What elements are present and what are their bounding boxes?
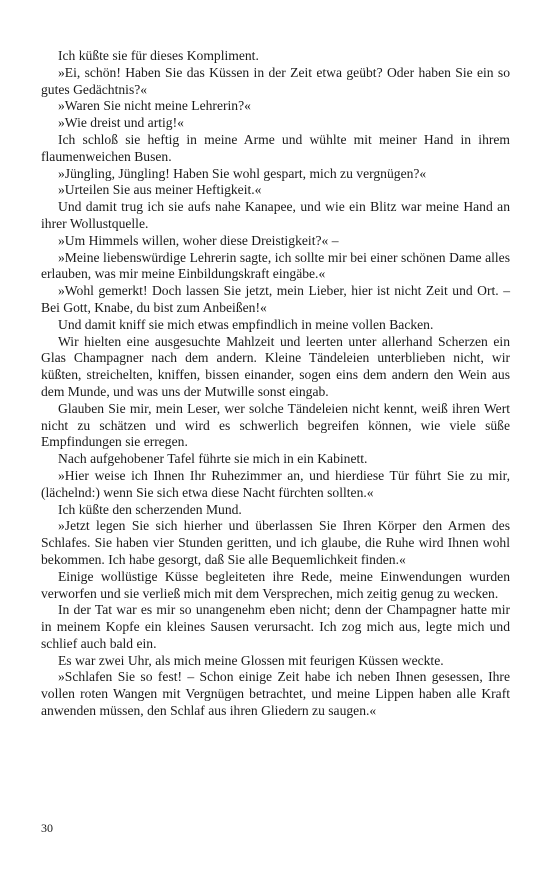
paragraph: »Meine liebenswürdige Lehrerin sagte, ich sollte mir bei einer schönen Dame alles erlauben, was mir meine Einbildungskraft eingäbe.« [41, 249, 510, 282]
paragraph: »Wie dreist und artig!« [58, 115, 184, 131]
paragraph: Ich küßte sie für dieses Kompliment. [58, 48, 259, 63]
paragraph: »Waren Sie nicht meine Lehrerin?« [58, 98, 251, 114]
paragraph: »Hier weise ich Ihnen Ihr Ruhezimmer an, und hierdiese Tür führt Sie zu mir, (lächelnd:) wenn Sie sich etwa diese Nacht fürchten sollten.« [41, 467, 510, 500]
paragraph: Ich schloß sie heftig in meine Arme und wühlte mit meiner Hand in ihrem flaumenweichen Busen. [41, 131, 510, 164]
paragraph: Nach aufgehobener Tafel führte sie mich in ein Kabinett. [58, 451, 368, 467]
paragraph: »Wohl gemerkt! Doch lassen Sie jetzt, mein Lieber, hier ist nicht Zeit und Ort. – Bei Gott, Knabe, du bist zum Anbeißen!« [41, 283, 510, 315]
paragraph: Einige wollüstige Küsse begleiteten ihre Rede, meine Einwendungen wurden verworfen und sie verließ mich mit dem Versprechen, mich zeitig genug zu wecken. [41, 568, 510, 601]
paragraph: Wir hielten eine ausgesuchte Mahlzeit und leerten unter allerhand Scherzen ein Glas Champagner nach dem andern. Kleine Tändeleien unterblieben nicht, wir küßten, streichelten, kniffen, bissen einander, sogen eins dem andern den Wein aus dem Munde, und was uns der Mutwille sonst eingab. [41, 333, 510, 399]
paragraph: »Urteilen Sie aus meiner Heftigkeit.« [58, 182, 262, 198]
paragraph: »Ei, schön! Haben Sie das Küssen in der Zeit etwa geübt? Oder haben Sie ein so gutes Gedächtnis?« [41, 64, 510, 97]
paragraph: »Jetzt legen Sie sich hierher und überlassen Sie Ihren Körper den Armen des Schlafes. Sie haben vier Stunden geritten, und ich glaube, die Ruhe wird Ihnen wohl bekommen. Ich habe gesorgt, daß Sie alle Bequemlichkeit finden.« [41, 518, 510, 567]
paragraph: »Schlafen Sie so fest! – Schon einige Zeit habe ich neben Ihnen gesessen, Ihre vollen roten Wangen mit Vergnügen betrachtet, und meine Lippen haben alle Kraft anwenden müssen, den Schlaf aus ihren Gliedern zu saugen.« [41, 669, 510, 719]
paragraph: Es war zwei Uhr, als mich meine Glossen mit feurigen Küssen weckte. [58, 652, 444, 668]
paragraph: Und damit trug ich sie aufs nahe Kanapee, und wie ein Blitz war meine Hand an ihrer Wollustquelle. [41, 199, 510, 231]
page-number: 30 [41, 821, 53, 835]
paragraph: Ich küßte den scherzenden Mund. [58, 501, 242, 517]
paragraph: Und damit kniff sie mich etwas empfindlich in meine vollen Backen. [58, 316, 434, 332]
paragraph: Glauben Sie mir, mein Leser, wer solche Tändeleien nicht kennt, weiß ihren Wert nicht zu schätzen und wird es schwerlich begreifen können, wie viele süße Empfindungen sie erregen. [41, 400, 510, 450]
book-page-text [41, 48, 510, 720]
paragraph: »Um Himmels willen, woher diese Dreistigkeit?« – [58, 232, 339, 248]
paragraph: »Jüngling, Jüngling! Haben Sie wohl gespart, mich zu vergnügen?« [58, 165, 427, 181]
paragraph: In der Tat war es mir so unangenehm eben nicht; denn der Champagner hatte mir in meinem Kopfe ein kleines Sausen verursacht. Ich zog mich aus, legte mich und schlief auch bald ein. [41, 602, 510, 651]
